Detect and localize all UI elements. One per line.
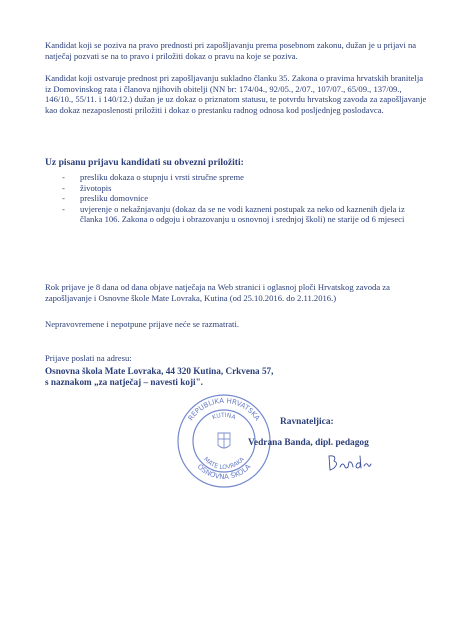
handwritten-signature-icon: [326, 450, 374, 474]
paragraph-veterans: Kandidat koji ostvaruje prednost pri zapošljavanju sukladno članku 35. Zakona o pravima hrvatskih branitelja iz Domovinskog rata i članova njihovih obitelji (NN br: 174/04., 92/05., 2/07., 107/07., 65/09., 137/09., 146/10., 55/11. i 140/12.) dužan je uz dokaz o priznatom statusu, te potvrdu hrvatskog zavoda za zapošljavanje kao dokaz nezaposlenosti priložiti i dokaz o prestanku radnog odnosa kod posljednjeg poslodavca.: [45, 73, 427, 115]
list-item: - presliku dokaza o stupnju i vrsti stručne spreme: [62, 172, 244, 182]
svg-text:KUTINA: KUTINA: [211, 411, 237, 422]
signatory-role: Ravnateljica:: [280, 417, 334, 427]
address-line-1: Osnovna škola Mate Lovraka, 44 320 Kutina, Crkvena 57,: [45, 366, 274, 376]
list-marker: -: [62, 172, 65, 182]
school-address: [45, 366, 430, 389]
required-documents-heading: Uz pisanu prijavu kandidati su obvezni priložiti:: [45, 157, 244, 168]
svg-text:REPUBLIKA HRVATSKA: REPUBLIKA HRVATSKA: [186, 396, 262, 423]
list-marker: -: [62, 203, 65, 214]
paragraph-incomplete-notice: Nepravovremene i nepotpune prijave neće se razmatrati.: [45, 319, 239, 329]
svg-text:MATE LOVRAKA: MATE LOVRAKA: [202, 455, 246, 472]
paragraph-priority-right: Kandidat koji se poziva na pravo prednosti pri zapošljavanju prema posebnom zakonu, dužan je u prijavi na natječaj pozvati se na to pravo i priložiti dokaz o pravu na koje se poziva.: [45, 40, 417, 61]
list-item: - uvjerenje o nekažnjavanju (dokaz da se ne vodi kazneni postupak za neko od kaznenih djela iz članka 106. Zakona o odgoju i obrazovanju u osnovnoj i srednjoj školi) ne starije od 6 mjeseci: [62, 203, 405, 225]
list-marker: -: [62, 182, 65, 193]
list-item: - presliku domovnice: [62, 193, 149, 204]
list-marker: -: [62, 193, 65, 204]
required-documents-list: [62, 172, 422, 225]
paragraph-address-intro: Prijave poslati na adresu:: [45, 353, 132, 363]
paragraph-deadline: Rok prijave je 8 dana od dana objave natječaja na Web stranici i oglasnoj ploči Hrvatskog zavoda za zapošljavanje i Osnovne škole Mate Lovraka, Kutina (od 25.10.2016. do 2.11.2016.): [45, 282, 390, 303]
list-item: - životopis: [62, 182, 112, 193]
signatory-name: Vedrana Banda, dipl. pedagog: [248, 438, 369, 448]
address-line-2: s naznakom „za natječaj – navesti koji".: [45, 377, 203, 388]
svg-text:OSNOVNA ŠKOLA: OSNOVNA ŠKOLA: [195, 462, 253, 482]
